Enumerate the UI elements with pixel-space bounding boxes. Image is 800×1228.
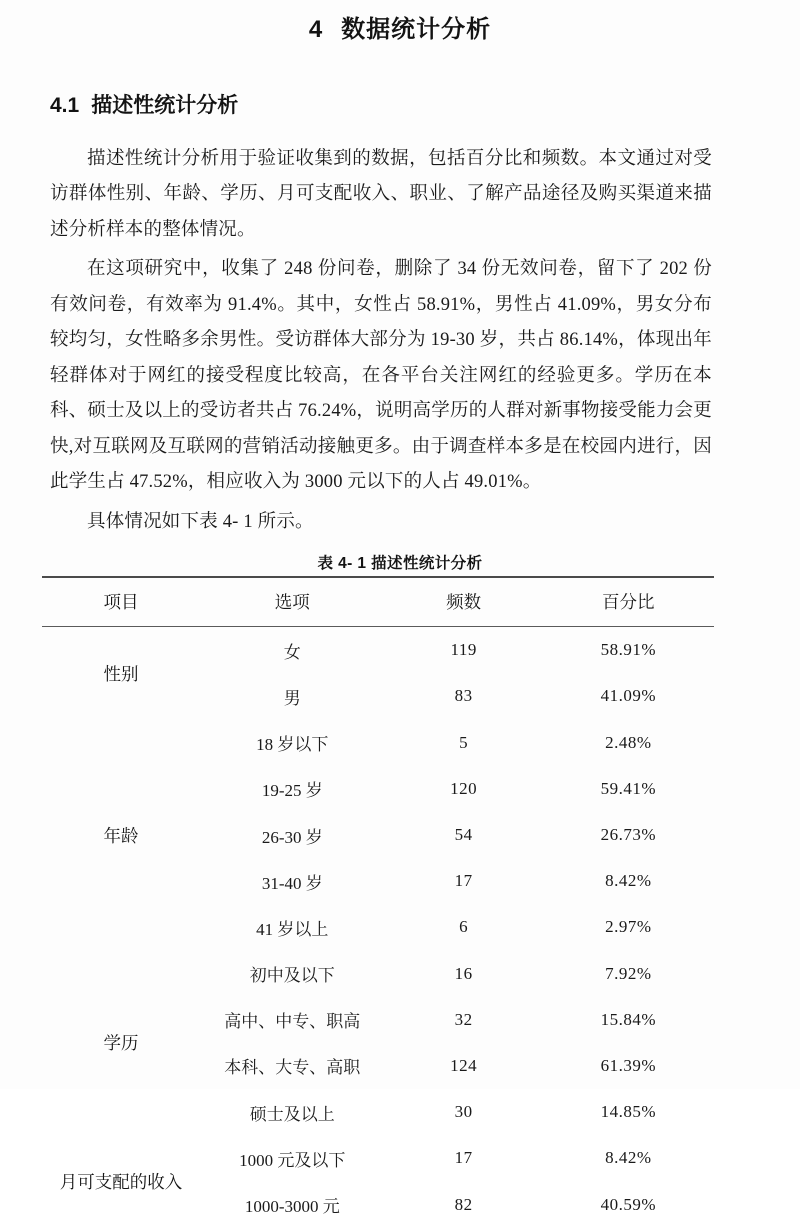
percentage-cell: 2.97% [605, 917, 652, 937]
paragraph-2: 在这项研究中，收集了 248 份问卷，删除了 34 份无效问卷，留下了 202 份有效问卷，有效率为 91.4%。其中，女性占 58.91%，男性占 41.09%，男女分布较均匀，女性略多余男性。受访群体大部分为 19-30 岁，共占 86.14%，体现出年轻群体对于网红的接受程度比较高，在各平台关注网红的经验更多。学历在本科、硕士及以上的受访者共占 76.24%，说明高学历的人群对新事物接受能力会更快,对互联网及互联网的营销活动接触更多。由于调查样本多是在校园内进行，因此学生占 47.52%，相应收入为 3000 元以下的人占 49.01%。 [50, 259, 712, 493]
section-number: 4.1 [50, 94, 80, 118]
section-heading [0, 46, 800, 119]
column-header-item: 项目 [42, 577, 200, 627]
option-cell: 女 [283, 642, 301, 662]
percentage-cell: 61.39% [600, 1055, 657, 1075]
option-cell: 41 岁以上 [256, 919, 329, 939]
frequency-cell: 16 [454, 963, 473, 983]
column-header-pct: 百分比 [543, 577, 714, 627]
page-title [0, 0, 800, 46]
table-container [0, 576, 800, 1227]
frequency-cell: 124 [450, 1055, 478, 1075]
table-body [42, 627, 714, 1228]
column-header-option: 选项 [200, 577, 385, 627]
category-label: 性别 [103, 663, 139, 684]
percentage-cell: 14.85% [600, 1102, 657, 1122]
option-cell: 31-40 岁 [261, 873, 323, 893]
chapter-number: 4 [308, 16, 324, 43]
percentage-cell: 8.42% [605, 871, 652, 891]
percentage-cell: 8.42% [605, 1148, 652, 1168]
table-row [42, 951, 714, 997]
frequency-cell: 5 [459, 732, 469, 752]
frequency-cell: 32 [454, 1009, 473, 1029]
category-label: 年龄 [103, 825, 139, 846]
percentage-cell: 58.91% [600, 640, 657, 660]
table-row [42, 1135, 714, 1181]
percentage-cell: 26.73% [600, 825, 657, 845]
option-cell: 1000-3000 元 [244, 1197, 340, 1217]
frequency-cell: 30 [454, 1102, 473, 1122]
frequency-cell: 54 [454, 825, 473, 845]
option-cell: 男 [283, 688, 301, 708]
column-header-freq: 频数 [385, 577, 543, 627]
paragraph-1: 描述性统计分析用于验证收集到的数据，包括百分比和频数。本文通过对受访群体性别、年龄、学历、月可支配收入、职业、了解产品途径及购买渠道来描述分析样本的整体情况。 [50, 148, 712, 240]
table-header [42, 577, 714, 627]
option-cell: 19-25 岁 [261, 781, 323, 801]
frequency-cell: 17 [454, 871, 473, 891]
table-row [42, 627, 714, 674]
table-header-row [42, 577, 714, 627]
frequency-cell: 6 [459, 917, 469, 937]
percentage-cell: 59.41% [600, 778, 657, 798]
option-cell: 高中、中专、职高 [224, 1012, 361, 1032]
option-cell: 硕士及以上 [249, 1104, 335, 1124]
table-row [42, 720, 714, 766]
option-cell: 初中及以下 [249, 966, 335, 986]
category-label: 月可支配的收入 [59, 1171, 183, 1192]
frequency-cell: 17 [454, 1148, 473, 1168]
option-cell: 本科、大专、高职 [224, 1058, 361, 1078]
paragraph-3: 具体情况如下表 4- 1 所示。 [87, 511, 314, 532]
percentage-cell: 41.09% [600, 686, 657, 706]
option-cell: 1000 元及以下 [239, 1150, 346, 1170]
percentage-cell: 15.84% [600, 1009, 657, 1029]
table-caption: 表 4- 1 描述性统计分析 [317, 555, 483, 573]
category-label: 学历 [103, 1033, 139, 1054]
body-text [0, 142, 800, 541]
section-title-text: 描述性统计分析 [91, 94, 239, 118]
option-cell: 26-30 岁 [261, 827, 323, 847]
frequency-cell: 119 [450, 640, 477, 660]
frequency-cell: 120 [450, 778, 478, 798]
chapter-title-text: 数据统计分析 [341, 16, 492, 43]
frequency-cell: 83 [454, 686, 473, 706]
option-cell: 18 岁以下 [256, 735, 329, 755]
percentage-cell: 2.48% [605, 732, 652, 752]
frequency-cell: 82 [454, 1194, 473, 1214]
percentage-cell: 40.59% [600, 1194, 657, 1214]
descriptive-statistics-table [42, 576, 714, 1227]
percentage-cell: 7.92% [605, 963, 652, 983]
